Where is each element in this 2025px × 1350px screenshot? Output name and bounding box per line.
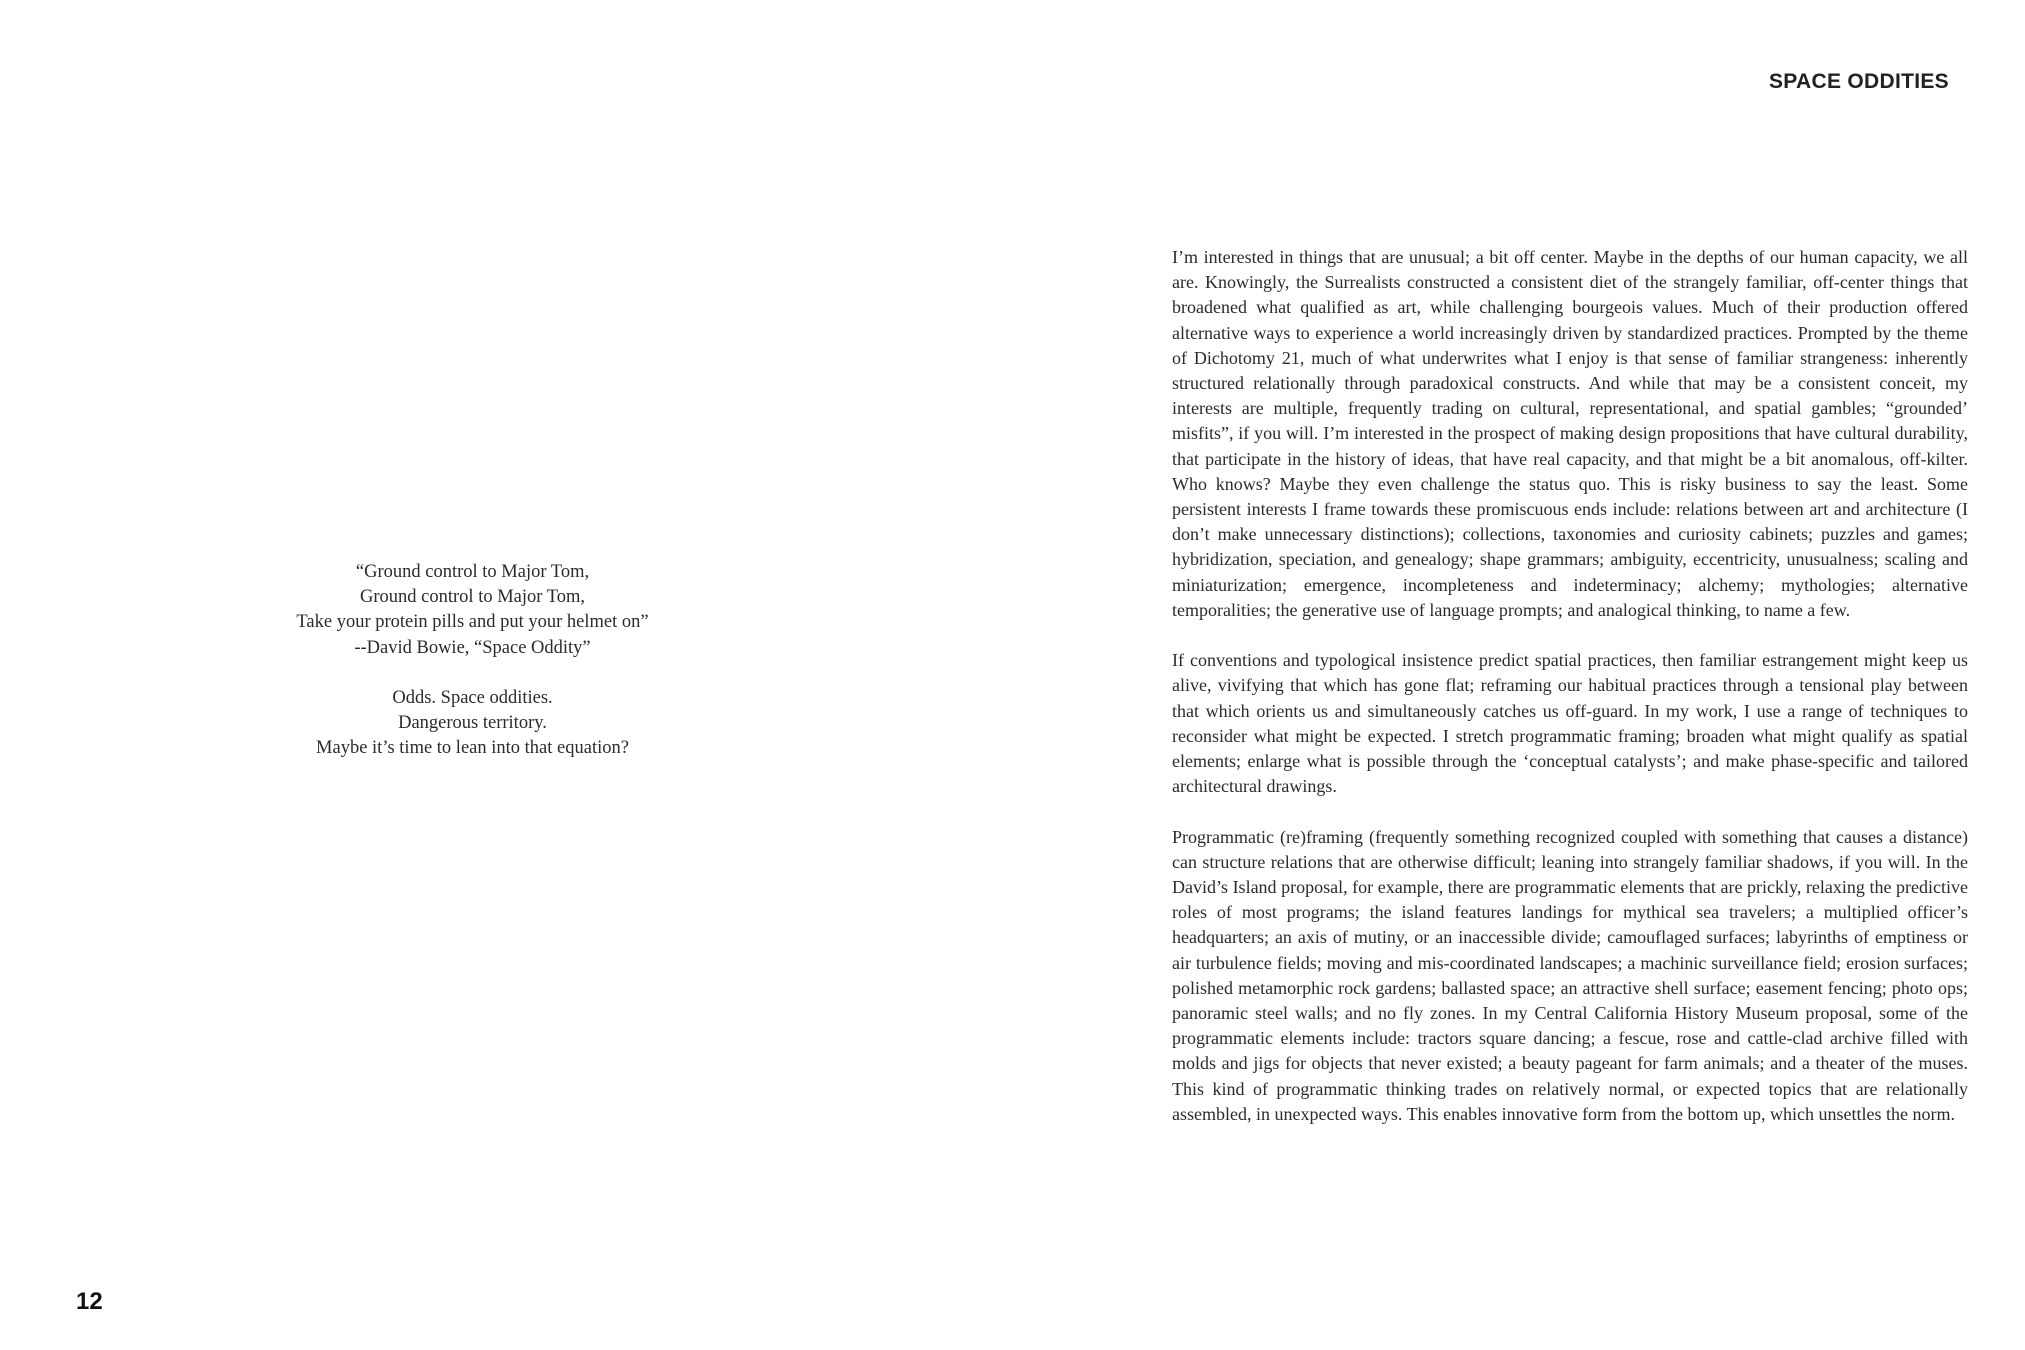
essay-paragraph: If conventions and typological insistence predict spatial practices, then familiar estrangement might keep us alive, vivifying that which has gone flat; reframing our habitual practices through a tensional play between that which orients us and simultaneously catches us off-guard. In my work, I use a range of techniques to reconsider what might be expected. I stretch programmatic framing; broaden what might qualify as spatial elements; enlarge what is possible through the ‘conceptual catalysts’; and make phase-specific and tailored architectural drawings. bbox=[1172, 650, 1968, 797]
epigraph-line: Ground control to Major Tom, bbox=[360, 587, 585, 608]
epigraph-line: Maybe it’s time to lean into that equation? bbox=[316, 738, 629, 759]
epigraph-lyric-stanza bbox=[230, 560, 715, 661]
essay-paragraph: I’m interested in things that are unusual; a bit off center. Maybe in the depths of our human capacity, we all are. Knowingly, the Surrealists constructed a consistent diet of the strangely familiar, off-center things that broadened what qualified as art, while challenging bourgeois values. Much of their production offered alternative ways to experience a world increasingly driven by standardized practices. Prompted by the theme of Dichotomy 21, much of what underwrites what I enjoy is that sense of familiar strangeness: inherently structured relationally through paradoxical constructs. And while that may be a consistent conceit, my interests are multiple, frequently trading on cultural, representational, and spatial gambles; “grounded’ misfits”, if you will. I’m interested in the prospect of making design propositions that have cultural durability, that participate in the history of ideas, that have real capacity, and that might be a bit anomalous, off-kilter. Who knows? Maybe they even challenge the status quo. This is risky business to say the least. Some persistent interests I frame towards these promiscuous ends include: relations between art and architecture (I don’t make unnecessary distinctions); collections, taxonomies and curiosity cabinets; puzzles and games; hybridization, speciation, and genealogy; shape grammars; ambiguity, eccentricity, unusualness; scaling and miniaturization; emergence, incompleteness and indeterminacy; alchemy; mythologies; alternative temporalities; the generative use of language prompts; and analogical thinking, to name a few. bbox=[1172, 247, 1968, 620]
epigraph-line: “Ground control to Major Tom, bbox=[355, 562, 590, 582]
essay-body bbox=[1172, 245, 1968, 1152]
epigraph bbox=[230, 560, 715, 786]
essay-paragraph: Programmatic (re)framing (frequently something recognized coupled with something that causes a distance) can structure relations that are otherwise difficult; leaning into strangely familiar shadows, if you will. In the David’s Island proposal, for example, there are programmatic elements that are prickly, relaxing the predictive roles of most programs; the island features landings for mythical sea travelers; a multiplied officer’s headquarters; an axis of mutiny, or an inaccessible divide; camouflaged surfaces; labyrinths of emptiness or air turbulence fields; moving and mis-coordinated landscapes; a machinic surveillance field; erosion surfaces; polished metamorphic rock gardens; ballasted space; an attractive shell surface; easement fencing; photo ops; panoramic steel walls; and no fly zones. In my Central California History Museum proposal, some of the programmatic elements include: tractors square dancing; a fescue, rose and cattle-clad archive filled with molds and jigs for objects that never existed; a beauty pageant for farm animals; and a theater of the muses. This kind of programmatic thinking trades on relatively normal, or expected topics that are relationally assembled, in unexpected ways. This enables innovative form from the bottom up, which unsettles the norm. bbox=[1172, 826, 1968, 1124]
running-head-title: SPACE ODDITIES bbox=[1768, 70, 1949, 93]
epigraph-reflection-stanza bbox=[230, 686, 715, 762]
epigraph-line: Dangerous territory. bbox=[398, 713, 547, 734]
epigraph-attribution: --David Bowie, “Space Oddity” bbox=[354, 637, 591, 658]
page-number: 12 bbox=[76, 1288, 103, 1315]
epigraph-line: Take your protein pills and put your helmet on” bbox=[296, 612, 649, 633]
epigraph-line: Odds. Space oddities. bbox=[392, 687, 553, 708]
